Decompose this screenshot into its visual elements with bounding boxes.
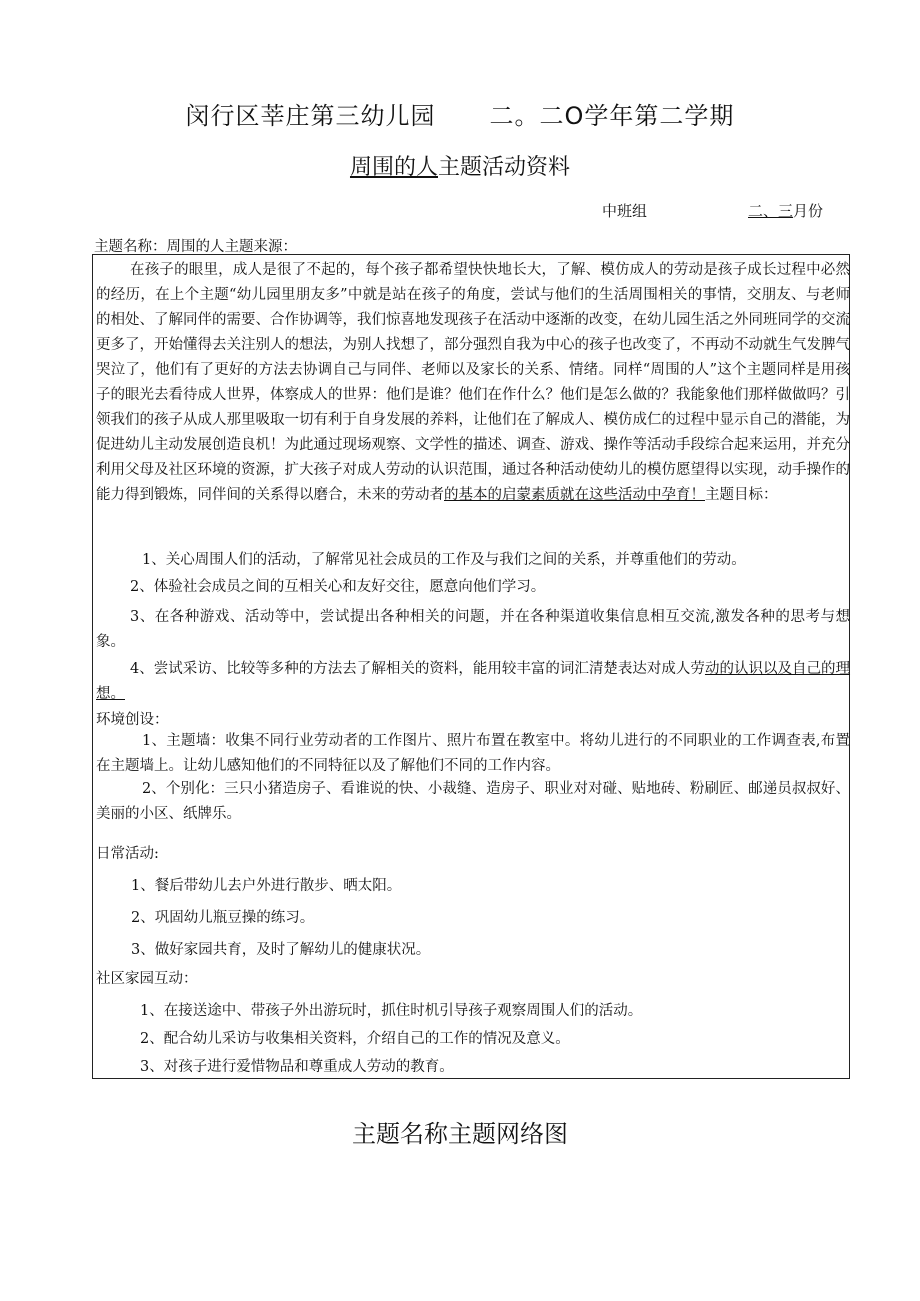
intro-paragraph — [96, 258, 850, 508]
month-label — [748, 200, 823, 221]
daily-label: 日常活动: — [96, 846, 159, 862]
title-theme: 周围的人 — [349, 155, 438, 180]
daily-item: 3、做好家园共育，及时了解幼儿的健康状况。 — [131, 942, 431, 958]
intro-main: 在孩子的眼里，成人是很了不起的，每个孩子都希望快快地长大，了解、模仿成人的劳动是孩子成长过程中必然的经历，在上个主题“幼儿园里朋友多”中就是站在孩子的角度，尝试与他们的生活周围相关的事情，交朋友、与老师的相处、了解同伴的需要、合作协调等，我们惊喜地发现孩子在活动中逐渐的改变，在幼儿园生活之外同班同学的交流更多了，开始懂得去关注别人的想法，为别人找想了，部分强烈自我为中心的孩子也改变了，不再动不动就生气发脾气哭泣了，他们有了更好的方法去协调自己与同伴、老师以及家长的关系、情绪。同样“周围的人”这个主题同样是用孩子的眼光去看待成人世界，体察成人的世界：他们是谁？他们在作什么？他们是怎么做的？我能象他们那样做做吗？引领我们的孩子从成人那里吸取一切有利于自身发展的养料，让他们在了解成人、模仿成仁的过程中显示自己的潜能，为促进幼儿主动发展创造良机！为此通过现场观察、文学性的描述、调查、游戏、操作等活动手段综合起来运用，并充分利用父母及社区环境的资源，扩大孩子对成人劳动的认识范围，通过各种活动使幼儿的模仿愿望得以实现，动手操作的能力得到锻炼，同伴间的关系得以磨合，未来的劳动者 — [96, 262, 850, 503]
school-name: 闵行区莘庄第三幼儿园 — [185, 102, 436, 130]
environment-item: 2、个别化：三只小猪造房子、看谁说的快、小裁缝、造房子、职业对对碰、贴地砖、粉刷匠、邮递员叔叔好、美丽的小区、纸牌乐。 — [96, 781, 850, 822]
goal-item: 1、关心周围人们的活动，了解常见社会成员的工作及与我们之间的关系，并尊重他们的劳动。 — [142, 552, 746, 568]
environment-label: 环境创设： — [96, 712, 169, 728]
title-rest: 主题活动资料 — [438, 155, 571, 180]
daily-item: 1、餐后带幼儿去户外进行散步、晒太阳。 — [131, 878, 402, 894]
network-title: 主题名称主题网络图 — [352, 1120, 568, 1148]
school-term: 二。二O学年第二学期 — [489, 102, 735, 130]
community-item: 1、在接送途中、带孩子外出游玩时，抓住时机引导孩子观察周围人们的活动。 — [140, 1003, 643, 1019]
topic-name-line: 主题名称：周围的人主题来源： — [94, 239, 297, 255]
community-label: 社区家园互动： — [96, 971, 198, 987]
page-title — [0, 150, 920, 181]
grade-label: 中班组 — [602, 202, 648, 220]
month-suffix: 月份 — [793, 202, 824, 220]
community-item: 3、对孩子进行爱惜物品和尊重成人劳动的教育。 — [140, 1059, 454, 1075]
goal4-underlined: 动的认识以及自己的理想。 — [96, 661, 851, 702]
community-item: 2、配合幼儿采访与收集相关资料，介绍自己的工作的情况及意义。 — [140, 1031, 570, 1047]
goal-item: 2、体验社会成员之间的互相关心和友好交往，愿意向他们学习。 — [130, 579, 546, 595]
goal-item: 3、在各种游戏、活动等中，尝试提出各种相关的问题，并在各种渠道收集信息相互交流,激发各种的思考与想象。 — [96, 609, 850, 650]
intro-underlined: 的基本的启蒙素质就在这些活动中孕育！ — [444, 487, 705, 503]
goal-item-4 — [96, 657, 850, 707]
environment-item: 1、主题墙：收集不同行业劳动者的工作图片、照片布置在教室中。将幼儿进行的不同职业的工作调查表,布置在主题墙上。让幼儿感知他们的不同特征以及了解他们不同的工作内容。 — [96, 733, 850, 774]
page-header-line — [0, 96, 920, 131]
goal4-main: 4、尝试采访、比较等多种的方法去了解相关的资料，能用较丰富的词汇清楚表达对成人劳 — [130, 661, 705, 677]
daily-item: 2、巩固幼儿瓶豆操的练习。 — [131, 910, 315, 926]
intro-tail: 主题目标： — [705, 487, 778, 503]
month-value: 二、三 — [748, 202, 794, 220]
